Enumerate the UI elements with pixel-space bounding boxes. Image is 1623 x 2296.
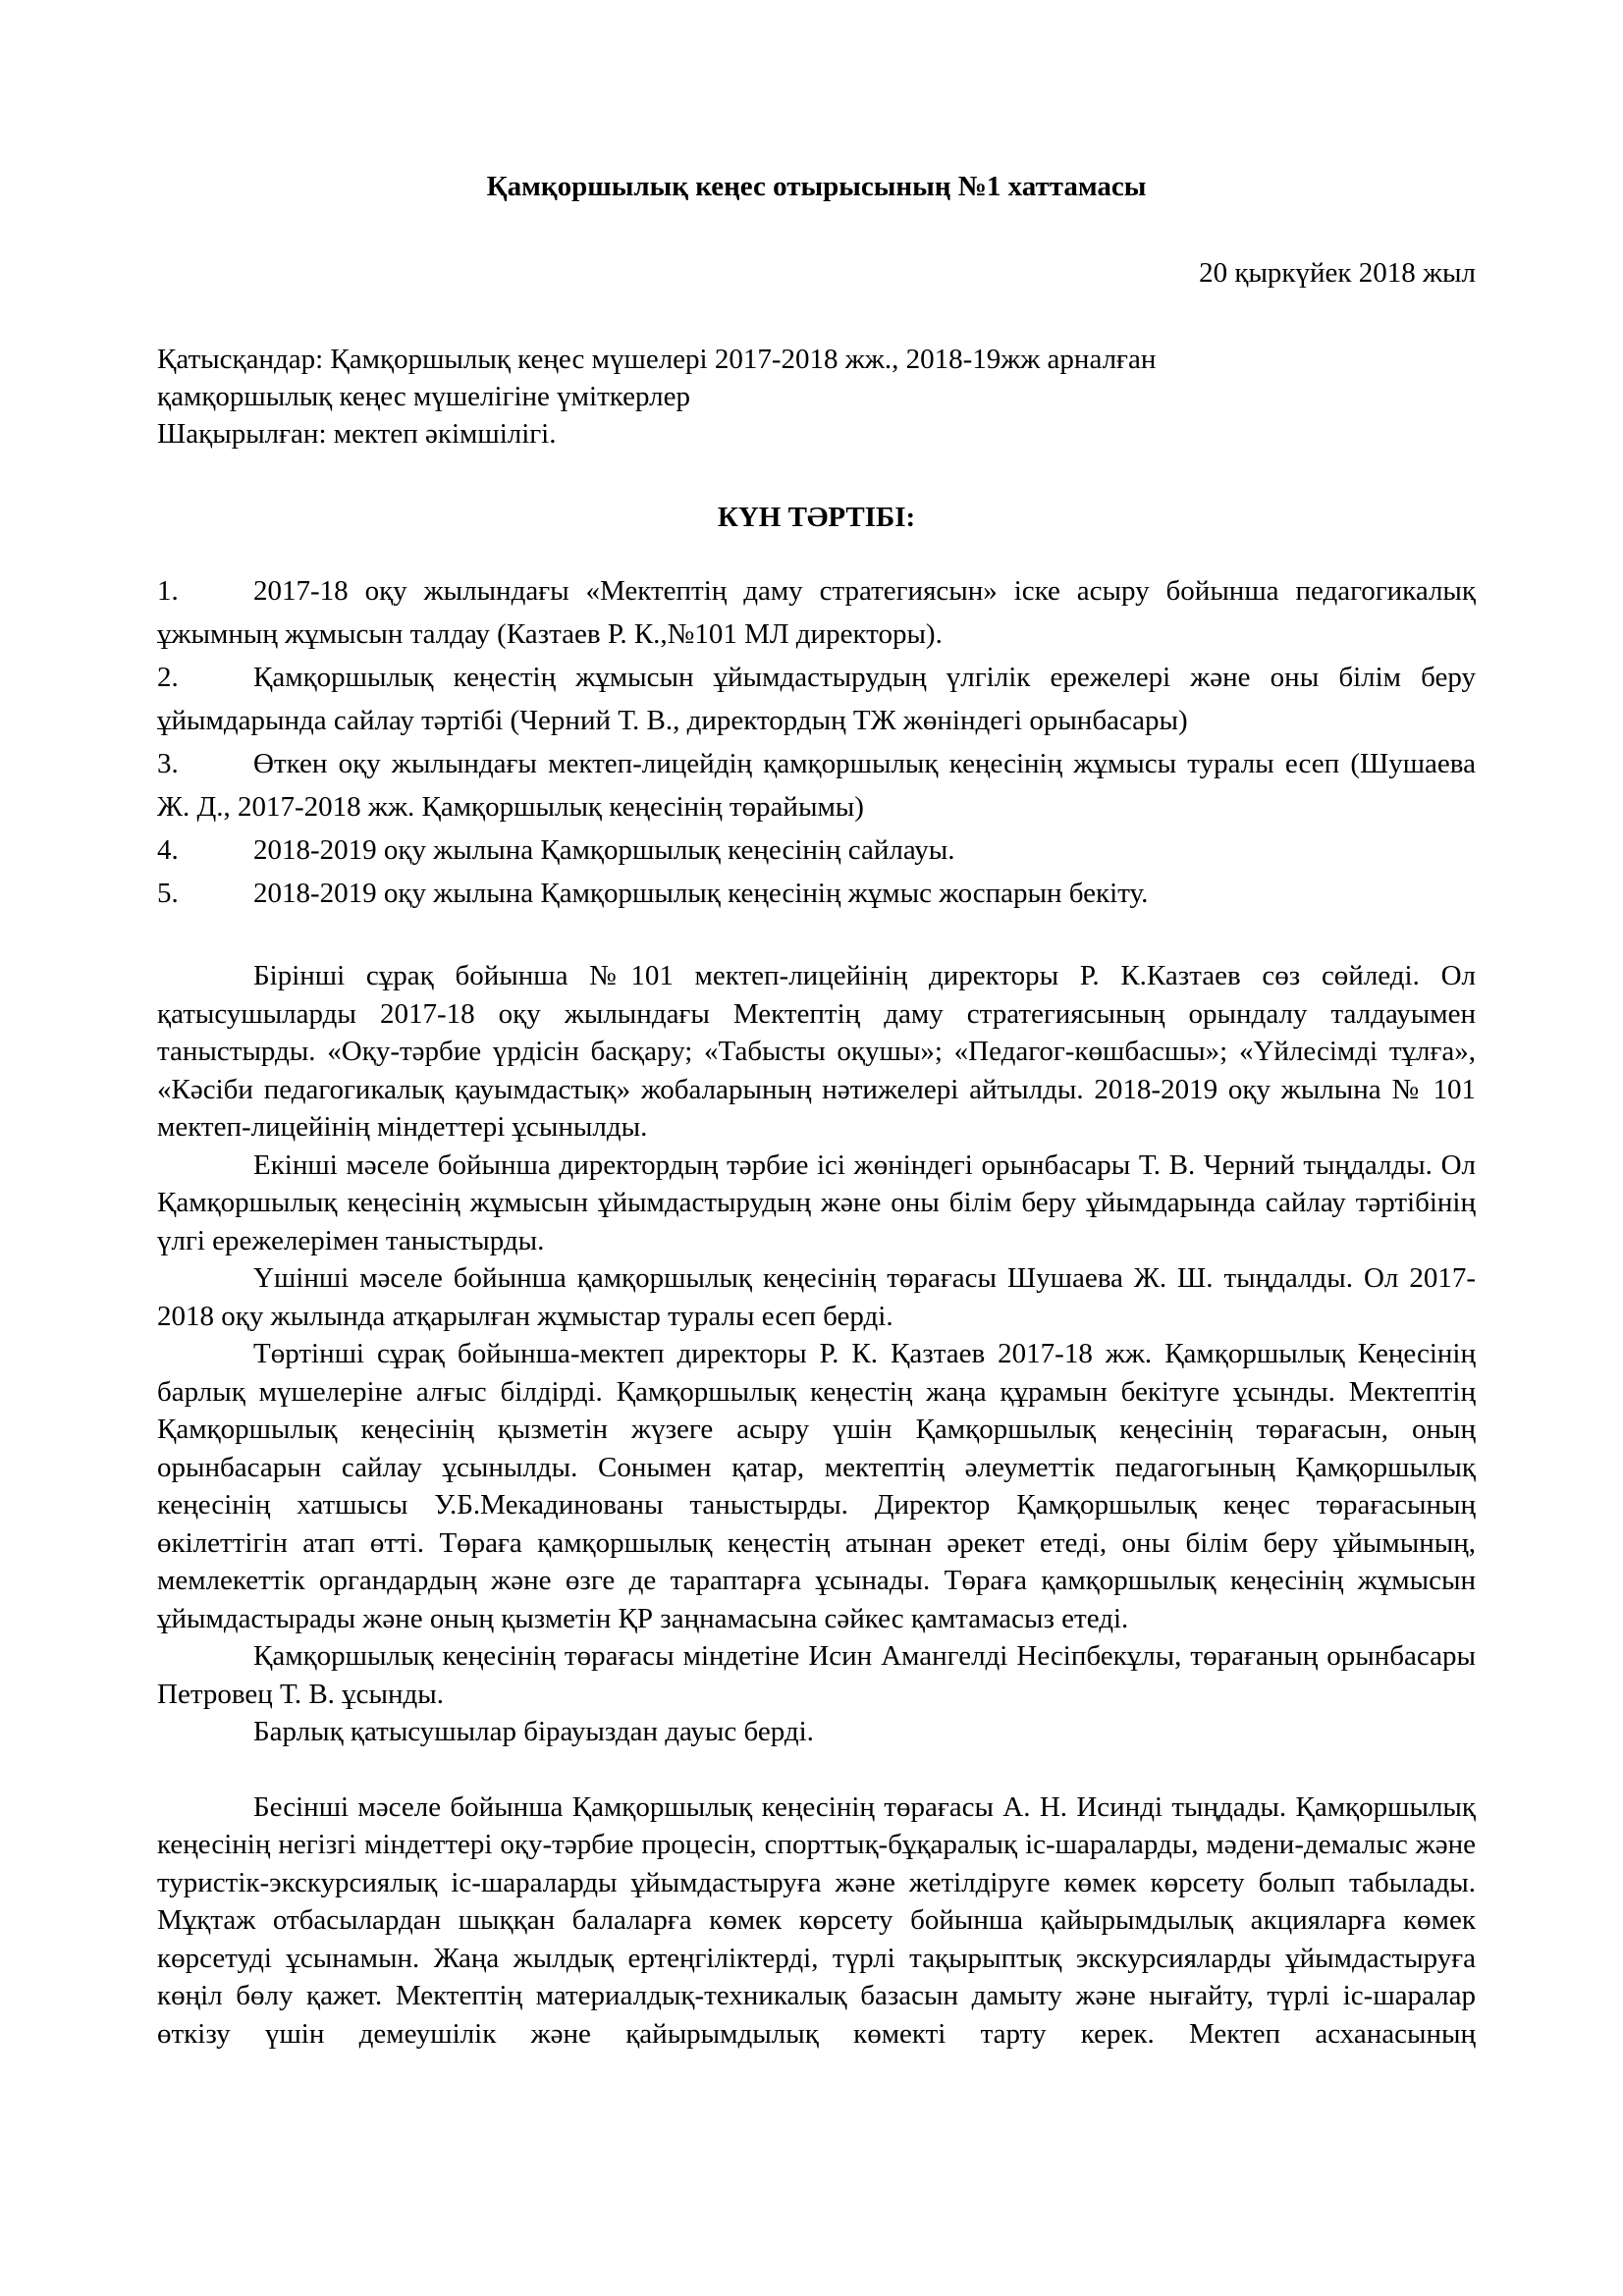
agenda-item-text: 2018-2019 оқу жылына Қамқоршылық кеңесінің сайлауы.	[253, 834, 955, 866]
agenda-item	[157, 828, 1476, 872]
agenda-item-number: 2.	[157, 662, 179, 693]
paragraph-vote-result: Барлық қатысушылар бірауыздан дауыс берді.	[253, 1716, 814, 1747]
paragraph-first-question: Бірінші сұрақ бойынша №101 мектеп-лицейінің директоры Р. К.Казтаев сөз сөйледі. Ол қатысушыларды 2017-18 оқу жылындағы Мектептің даму стратегиясының орындалу талдауымен таныстырды. «Оқу-тәрбие үрдісін басқару; «Табысты оқушы»; «Педагог-көшбасшы»; «Үйлесімді тұлға», «Кәсіби педагогикалық қауымдастық» жобаларының нәтижелері айтылды. 2018-2019 оқу жылына № 101 мектеп-лицейінің міндеттері ұсынылды.	[157, 960, 1476, 1143]
agenda-item	[157, 656, 1476, 742]
document-date: 20 қыркүйек 2018 жыл	[1199, 257, 1476, 289]
agenda-title: КҮН ТӘРТІБІ:	[717, 502, 916, 533]
agenda-item-number: 1.	[157, 575, 179, 607]
agenda-item-text: 2018-2019 оқу жылына Қамқоршылық кеңесінің жұмыс жоспарын бекіту.	[253, 878, 1149, 909]
participants-line: Қатысқандар: Қамқоршылық кеңес мүшелері 2017-2018 жж., 2018-19жж арналған	[157, 344, 1157, 375]
paragraph-second-question: Екінші мәселе бойынша директордың тәрбие ісі жөніндегі орынбасары Т. В. Черний тыңдалды. Ол Қамқоршылық кеңесінің жұмысын ұйымдастырудың және оны білім беру ұйымдарында сайлау тәртібінің үлгі ережелерімен таныстырды.	[157, 1148, 1476, 1256]
agenda-item-text: 2017-18 оқу жылындағы «Мектептің даму стратегиясын» іске асыру бойынша педагогикалық ұжымның жұмысын талдау (Казтаев Р. К.,№101 МЛ директоры).	[157, 575, 1476, 650]
agenda-item	[157, 872, 1476, 915]
agenda-item-number: 3.	[157, 748, 179, 779]
document-title: Қамқоршылық кеңес отырысының №1 хаттамасы	[486, 171, 1147, 202]
paragraph-fourth-question: Төртінші сұрақ бойынша-мектеп директоры Р. К. Қазтаев 2017-18 жж. Қамқоршылық Кеңесінің барлық мүшелеріне алғыс білдірді. Қамқоршылық кеңестің жаңа құрамын бекітуге ұсынды. Мектептің Қамқоршылық кеңесінің қызметін жүзеге асыру үшін Қамқоршылық кеңесінің төрағасын, оның орынбасарын сайлау ұсынылды. Сонымен қатар, мектептің әлеуметтік педагогының Қамқоршылық кеңесінің хатшысы У.Б.Мекадинованы таныстырды. Директор Қамқоршылық кеңес төрағасының өкілеттігін атап өтті. Төраға қамқоршылық кеңестің атынан әрекет етеді, оны білім беру ұйымының, мемлекеттік органдардың және өзге де тараптарға ұсынады. Төраға қамқоршылық кеңесінің жұмысын ұйымдастырады және оның қызметін ҚР заңнамасына сәйкес қамтамасыз етеді.	[157, 1338, 1476, 1634]
agenda-list	[157, 569, 1476, 915]
agenda-item-number: 4.	[157, 834, 179, 866]
minutes-body	[157, 957, 1476, 2053]
agenda-item-text: Өткен оқу жылындағы мектеп-лицейдің қамқоршылық кеңесінің жұмысы туралы есеп (Шушаева Ж. Д., 2017-2018 жж. Қамқоршылық кеңесінің төрайымы)	[157, 748, 1476, 823]
agenda-item	[157, 742, 1476, 828]
paragraph-chair-nomination: Қамқоршылық кеңесінің төрағасы міндетіне Исин Амангелді Несіпбекұлы, төрағаның орынбасары Петровец Т. В. ұсынды.	[157, 1640, 1476, 1710]
participants-line: қамқоршылық кеңес мүшелігіне үміткерлер	[157, 381, 690, 412]
paragraph-third-question: Үшінші мәселе бойынша қамқоршылық кеңесінің төрағасы Шушаева Ж. Ш. тыңдалды. Ол 2017-2018 оқу жылында атқарылған жұмыстар туралы есеп берді.	[157, 1262, 1476, 1332]
participants-block	[157, 341, 1476, 453]
agenda-item-number: 5.	[157, 878, 179, 909]
invited-line: Шақырылған: мектеп әкімшілігі.	[157, 418, 557, 450]
agenda-item-text: Қамқоршылық кеңестің жұмысын ұйымдастырудың үлгілік ережелері және оны білім беру ұйымдарында сайлау тәртібі (Черний Т. В., директордың ТЖ жөніндегі орынбасары)	[157, 662, 1476, 736]
agenda-item	[157, 569, 1476, 656]
paragraph-fifth-question: Бесінші мәселе бойынша Қамқоршылық кеңесінің төрағасы А. Н. Исинді тыңдады. Қамқоршылық кеңесінің негізгі міндеттері оқу-тәрбие процесін, спорттық-бұқаралық іс-шараларды, мәдени-демалыс және туристік-экскурсиялық іс-шараларды ұйымдастыруға және жетілдіруге көмек көрсету болып табылады. Мұқтаж отбасылардан шыққан балаларға көмек көрсету бойынша қайырымдылық акцияларға көмек көрсетуді ұсынамын. Жаңа жылдық ертеңгіліктерді, түрлі тақырыптық экскурсияларды ұйымдастыруға көңіл бөлу қажет. Мектептің материалдық-техникалық базасын дамыту және нығайту, түрлі іс-шаралар өткізу үшін демеушілік және қайырымдылық көмекті тарту керек. Мектеп асханасының	[157, 1790, 1476, 2050]
